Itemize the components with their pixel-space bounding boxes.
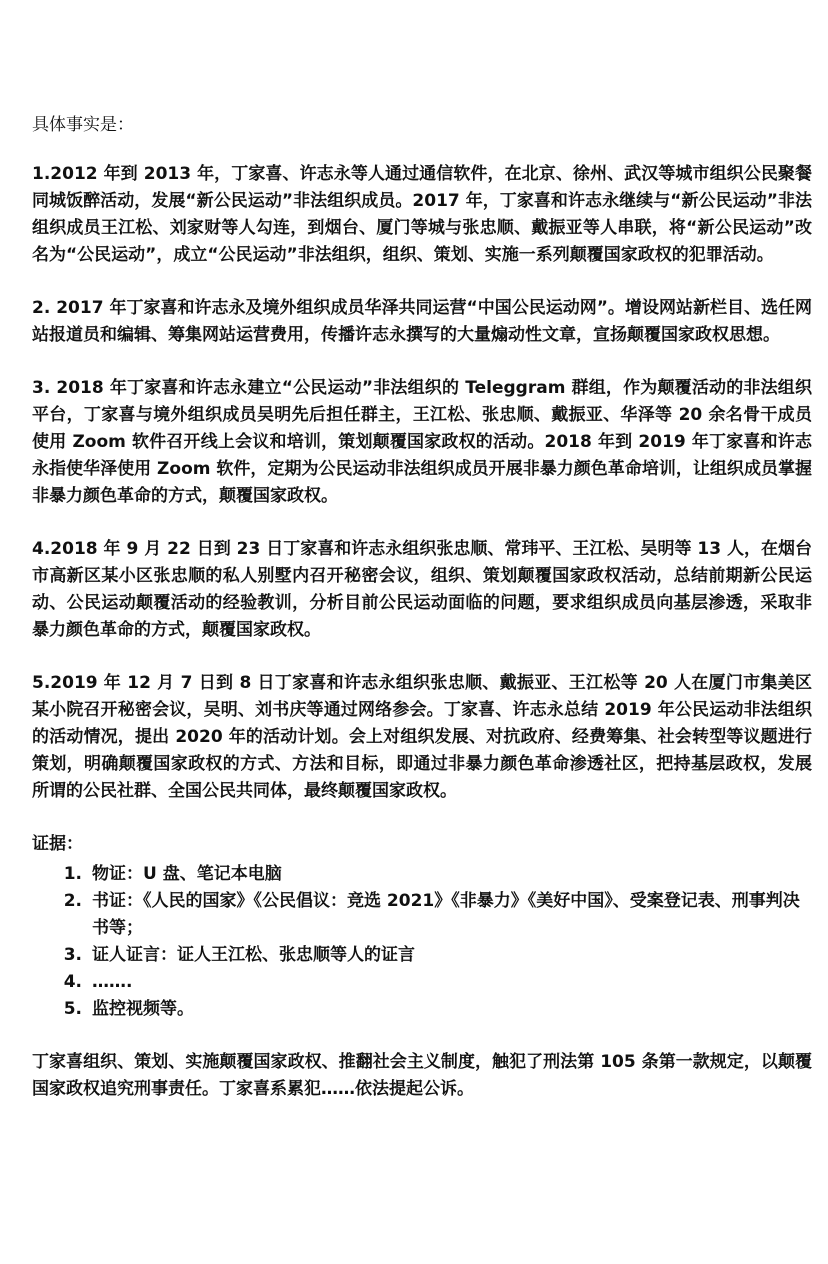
evidence-number: 4. (63, 972, 82, 992)
evidence-item (32, 861, 812, 888)
evidence-text: 书证：《人民的国家》《公民倡议：竞选 2021》《非暴力》《美好中国》、受案登记表、刑事判决书等； (92, 891, 800, 938)
evidence-item (32, 996, 812, 1023)
evidence-number: 3. (63, 945, 82, 965)
evidence-text: 证人证言：证人王江松、张忠顺等人的证言 (92, 945, 415, 965)
evidence-number: 2. (63, 891, 82, 911)
evidence-number: 5. (63, 999, 82, 1019)
evidence-text: 物证：U 盘、笔记本电脑 (92, 864, 282, 884)
evidence-number: 1. (63, 864, 82, 884)
document-page (32, 112, 812, 1103)
evidence-list (32, 861, 812, 1023)
evidence-heading: 证据： (32, 834, 83, 854)
evidence-item (32, 942, 812, 969)
evidence-text: ……. (92, 972, 133, 992)
fact-paragraph-1: 1.2012 年到 2013 年，丁家喜、许志永等人通过通信软件，在北京、徐州、武汉等城市组织公民聚餐同城饭醉活动，发展“新公民运动”非法组织成员。2017 年，丁家喜和许志永继续与“新公民运动”非法组织成员王江松、刘家财等人勾连，到烟台、厦门等城与张忠顺、戴振亚等人串联，将“新公民运动”改名为“公民运动”，成立“公民运动”非法组织，组织、策划、实施一系列颠覆国家政权的犯罪活动。 (32, 164, 812, 265)
evidence-item (32, 969, 812, 996)
fact-paragraph-3: 3. 2018 年丁家喜和许志永建立“公民运动”非法组织的 Teleggram 群组，作为颠覆活动的非法组织平台，丁家喜与境外组织成员吴明先后担任群主，王江松、张忠顺、戴振亚、华泽等 20 余名骨干成员使用 Zoom 软件召开线上会议和培训，策划颠覆国家政权的活动。2018 年到 2019 年丁家喜和许志永指使华泽使用 Zoom 软件，定期为公民运动非法组织成员开展非暴力颜色革命培训，让组织成员掌握非暴力颜色革命的方式，颠覆国家政权。 (32, 378, 812, 506)
facts-heading: 具体事实是： (32, 115, 134, 135)
evidence-item (32, 888, 812, 942)
fact-paragraph-4: 4.2018 年 9 月 22 日到 23 日丁家喜和许志永组织张忠顺、常玮平、王江松、吴明等 13 人，在烟台市高新区某小区张忠顺的私人别墅内召开秘密会议，组织、策划颠覆国家政权活动，总结前期新公民运动、公民运动颠覆活动的经验教训，分析目前公民运动面临的问题，要求组织成员向基层渗透，采取非暴力颜色革命的方式，颠覆国家政权。 (32, 539, 812, 640)
conclusion-paragraph: 丁家喜组织、策划、实施颠覆国家政权、推翻社会主义制度，触犯了刑法第 105 条第一款规定，以颠覆国家政权追究刑事责任。丁家喜系累犯……依法提起公诉。 (32, 1052, 812, 1099)
evidence-text: 监控视频等。 (92, 999, 194, 1019)
fact-paragraph-2: 2. 2017 年丁家喜和许志永及境外组织成员华泽共同运营“中国公民运动网”。增设网站新栏目、选任网站报道员和编辑、筹集网站运营费用，传播许志永撰写的大量煽动性文章，宣扬颠覆国家政权思想。 (32, 298, 812, 345)
fact-paragraph-5: 5.2019 年 12 月 7 日到 8 日丁家喜和许志永组织张忠顺、戴振亚、王江松等 20 人在厦门市集美区某小院召开秘密会议，吴明、刘书庆等通过网络参会。丁家喜、许志永总结 2019 年公民运动非法组织的活动情况，提出 2020 年的活动计划。会上对组织发展、对抗政府、经费筹集、社会转型等议题进行策划，明确颠覆国家政权的方式、方法和目标，即通过非暴力颜色革命渗透社区，把持基层政权，发展所谓的公民社群、全国公民共同体，最终颠覆国家政权。 (32, 673, 812, 801)
